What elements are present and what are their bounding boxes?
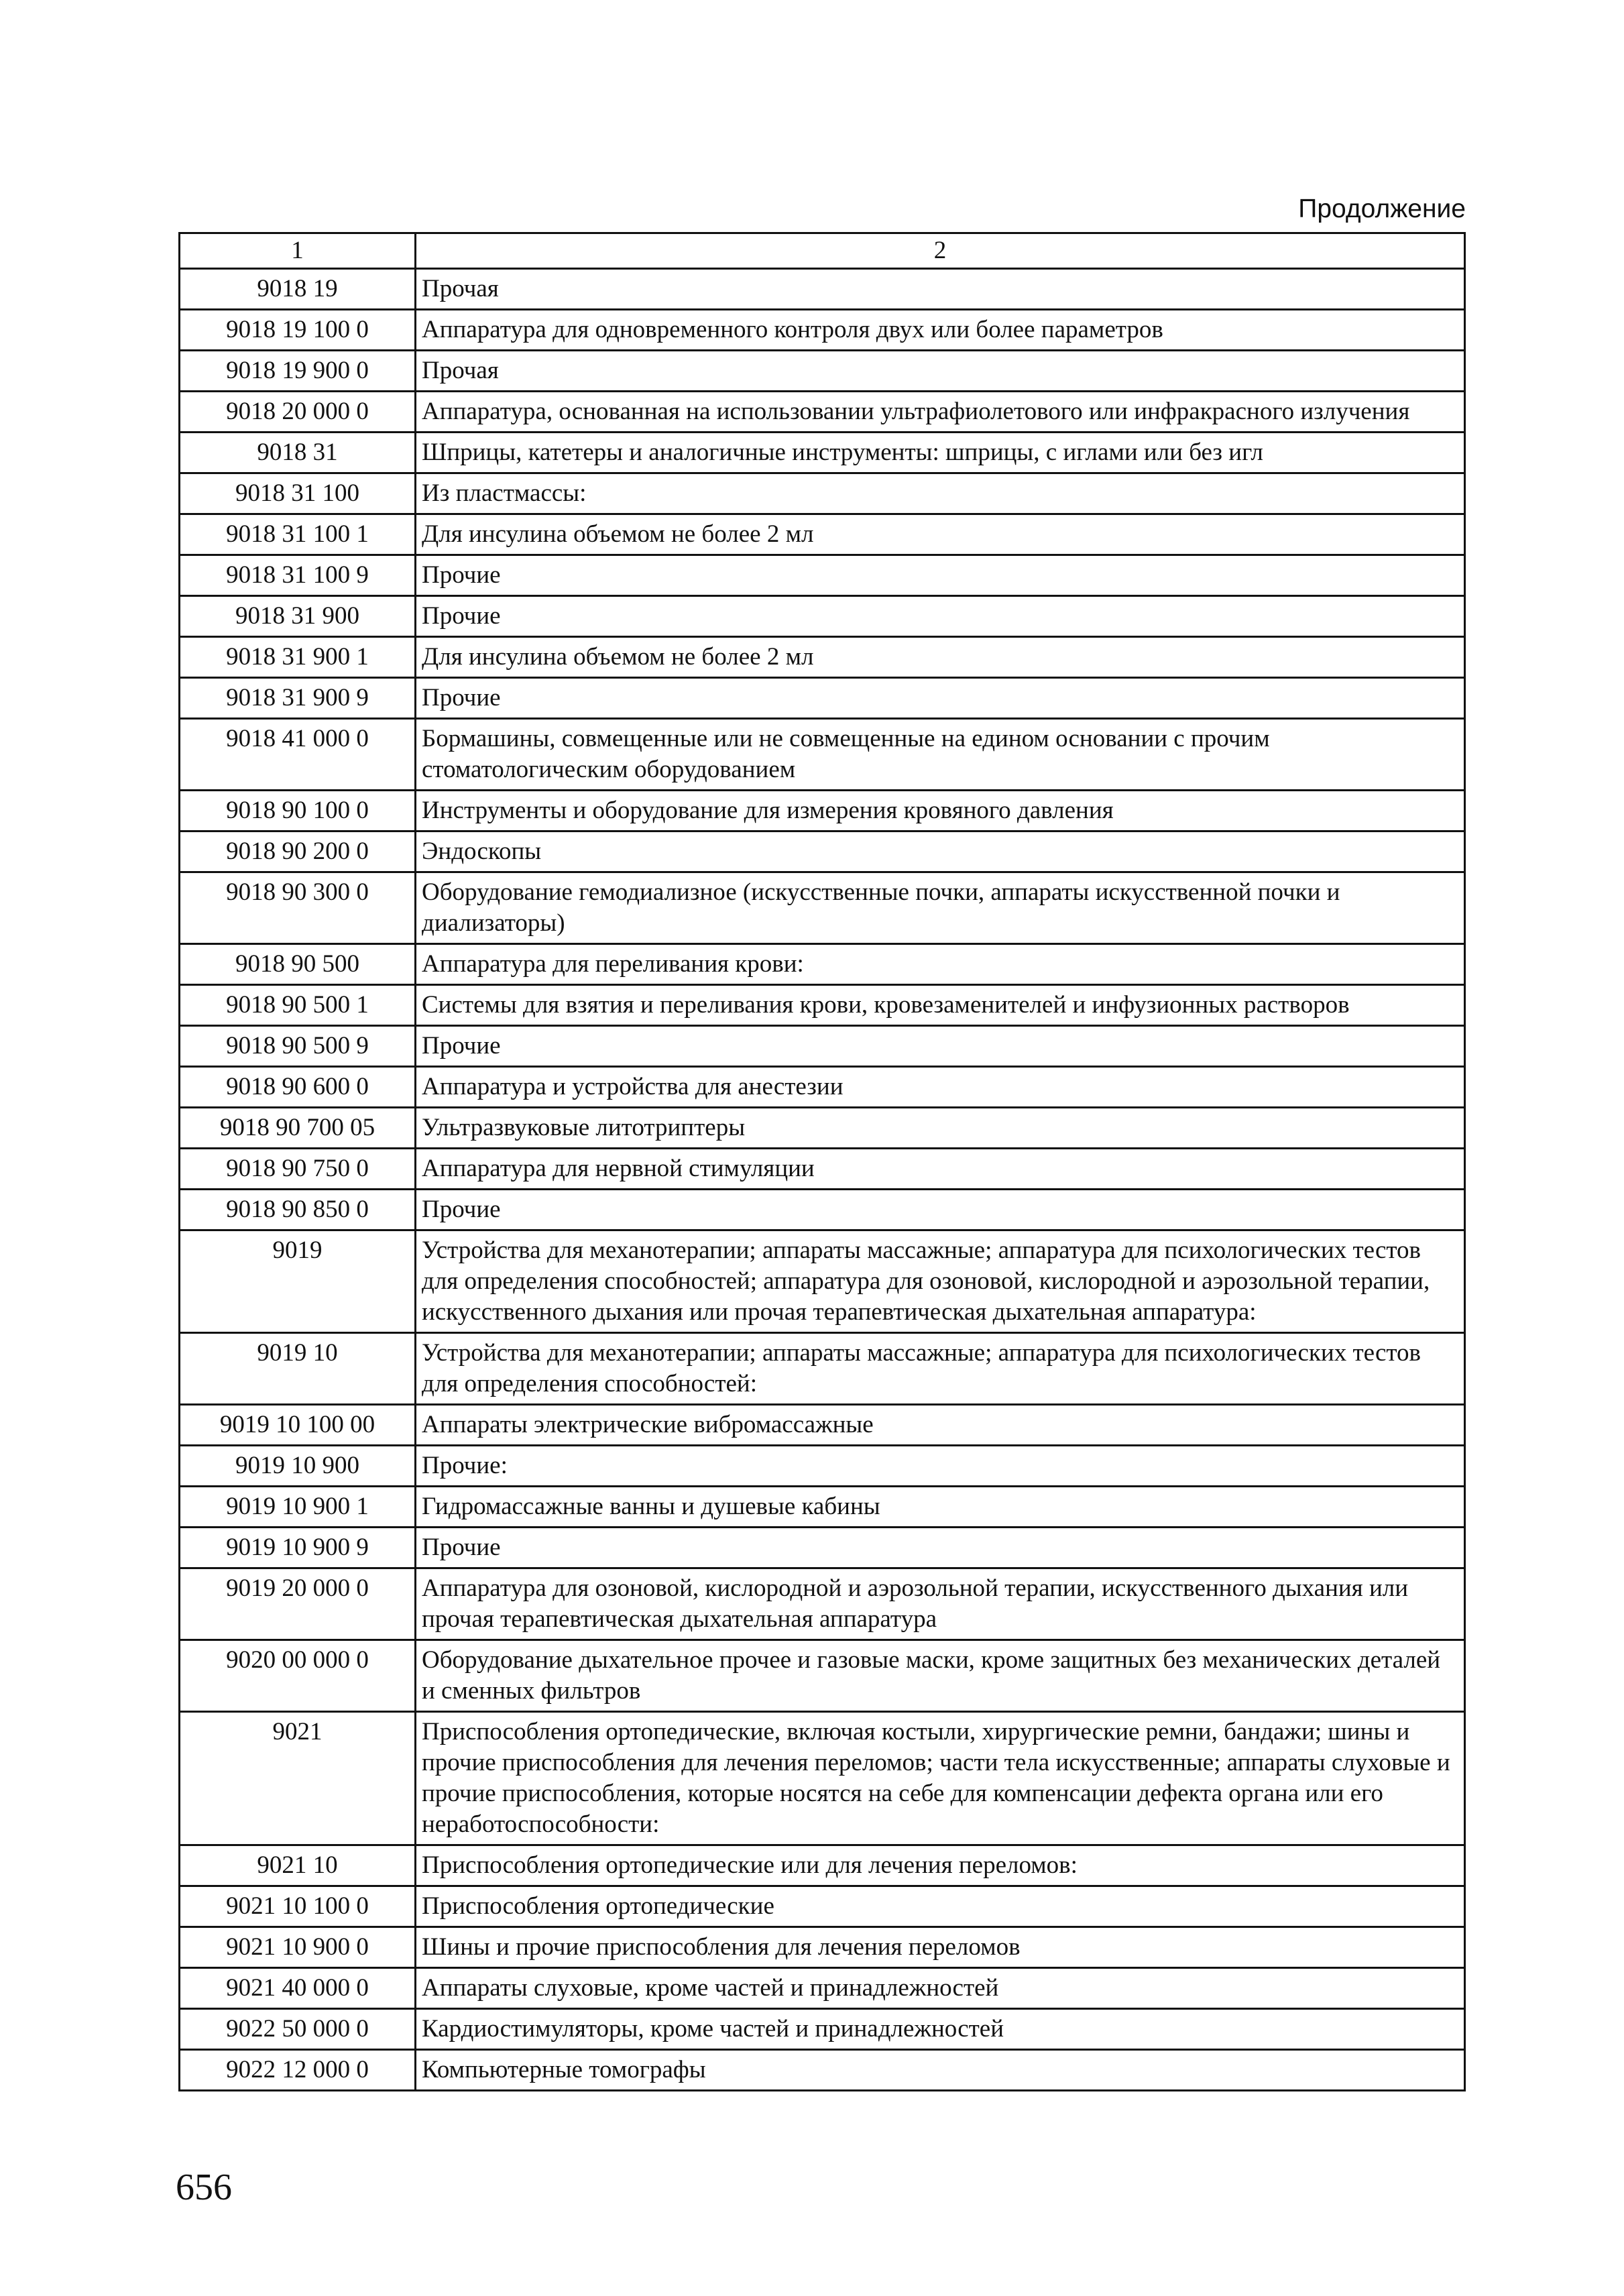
row-code: 9019 10 900: [180, 1446, 416, 1487]
table-row: [180, 678, 1465, 719]
row-code: 9019: [180, 1230, 416, 1333]
row-description: Устройства для механотерапии; аппараты массажные; аппаратура для психологических тестов для определения способностей; аппаратура для озоновой, кислородной и аэрозольной терапии, искусственного дыхания или прочая терапевтическая дыхательная аппаратура:: [416, 1230, 1465, 1333]
table-row: [180, 637, 1465, 678]
row-code: 9018 31 900 1: [180, 637, 416, 678]
row-code: 9018 90 700 05: [180, 1108, 416, 1149]
row-code: 9018 90 300 0: [180, 872, 416, 944]
row-description: Прочие: [416, 678, 1465, 719]
row-description: Прочая: [416, 351, 1465, 392]
row-code: 9018 90 200 0: [180, 831, 416, 872]
table-row: [180, 1230, 1465, 1333]
row-code: 9019 10: [180, 1333, 416, 1405]
row-description: Прочие: [416, 555, 1465, 596]
row-code: 9019 10 900 9: [180, 1528, 416, 1568]
page-number: 656: [176, 2167, 232, 2208]
table-row: [180, 791, 1465, 831]
table-row: [180, 1712, 1465, 1845]
row-code: 9018 90 100 0: [180, 791, 416, 831]
row-code: 9018 90 500: [180, 944, 416, 985]
row-code: 9018 31 900: [180, 596, 416, 637]
column-header-1: 1: [180, 233, 416, 269]
table-row: [180, 392, 1465, 433]
row-code: 9019 20 000 0: [180, 1568, 416, 1640]
table-row: [180, 1446, 1465, 1487]
row-code: 9018 31 900 9: [180, 678, 416, 719]
table-row: [180, 1886, 1465, 1927]
row-description: Компьютерные томографы: [416, 2050, 1465, 2091]
row-description: Аппаратура для переливания крови:: [416, 944, 1465, 985]
table-row: [180, 1568, 1465, 1640]
row-code: 9018 90 850 0: [180, 1190, 416, 1230]
row-code: 9018 19 900 0: [180, 351, 416, 392]
row-description: Оборудование дыхательное прочее и газовые маски, кроме защитных без механических деталей и сменных фильтров: [416, 1640, 1465, 1712]
row-code: 9021: [180, 1712, 416, 1845]
row-code: 9018 31 100: [180, 473, 416, 514]
table-row: [180, 1333, 1465, 1405]
row-code: 9018 90 500 1: [180, 985, 416, 1026]
row-description: Прочие: [416, 1026, 1465, 1067]
row-code: 9019 10 100 00: [180, 1405, 416, 1446]
table-row: [180, 985, 1465, 1026]
row-code: 9018 31 100 9: [180, 555, 416, 596]
row-code: 9020 00 000 0: [180, 1640, 416, 1712]
table-row: [180, 1108, 1465, 1149]
table-row: [180, 1067, 1465, 1108]
table-row: [180, 1149, 1465, 1190]
table-row: [180, 351, 1465, 392]
table-row: [180, 269, 1465, 310]
column-header-2: 2: [416, 233, 1465, 269]
row-description: Аппаратура для одновременного контроля двух или более параметров: [416, 310, 1465, 351]
row-description: Аппаратура, основанная на использовании ультрафиолетового или инфракрасного излучения: [416, 392, 1465, 433]
row-description: Аппаратура для нервной стимуляции: [416, 1149, 1465, 1190]
row-description: Инструменты и оборудование для измерения кровяного давления: [416, 791, 1465, 831]
row-description: Гидромассажные ванны и душевые кабины: [416, 1487, 1465, 1528]
row-description: Приспособления ортопедические, включая костыли, хирургические ремни, бандажи; шины и прочие приспособления для лечения переломов; части тела искусственные; аппараты слуховые и прочие приспособления, которые носятся на себе для компенсации дефекта органа или его неработоспособности:: [416, 1712, 1465, 1845]
table-row: [180, 596, 1465, 637]
table-row: [180, 831, 1465, 872]
row-description: Устройства для механотерапии; аппараты массажные; аппаратура для психологических тестов для определения способностей:: [416, 1333, 1465, 1405]
row-description: Аппараты электрические вибромассажные: [416, 1405, 1465, 1446]
row-description: Прочие: [416, 1190, 1465, 1230]
row-code: 9022 50 000 0: [180, 2009, 416, 2050]
row-description: Прочие:: [416, 1446, 1465, 1487]
table-row: [180, 1528, 1465, 1568]
table-row: [180, 1026, 1465, 1067]
table-row: [180, 1640, 1465, 1712]
table-row: [180, 1968, 1465, 2009]
row-description: Прочие: [416, 1528, 1465, 1568]
row-code: 9018 20 000 0: [180, 392, 416, 433]
continuation-label: Продолжение: [1298, 194, 1466, 223]
table-row: [180, 1845, 1465, 1886]
table-row: [180, 555, 1465, 596]
table-row: [180, 310, 1465, 351]
row-description: Аппаратура для озоновой, кислородной и аэрозольной терапии, искусственного дыхания или прочая терапевтическая дыхательная аппаратура: [416, 1568, 1465, 1640]
row-description: Эндоскопы: [416, 831, 1465, 872]
row-code: 9021 10 100 0: [180, 1886, 416, 1927]
row-code: 9022 12 000 0: [180, 2050, 416, 2091]
table-row: [180, 514, 1465, 555]
row-description: Аппаратура и устройства для анестезии: [416, 1067, 1465, 1108]
table-body: [180, 233, 1465, 2091]
row-code: 9018 19: [180, 269, 416, 310]
row-description: Шприцы, катетеры и аналогичные инструменты: шприцы, с иглами или без игл: [416, 433, 1465, 473]
row-description: Оборудование гемодиализное (искусственные почки, аппараты искусственной почки и диализаторы): [416, 872, 1465, 944]
row-code: 9018 41 000 0: [180, 719, 416, 791]
row-description: Аппараты слуховые, кроме частей и принадлежностей: [416, 1968, 1465, 2009]
table-row: [180, 473, 1465, 514]
table-row: [180, 433, 1465, 473]
row-code: 9019 10 900 1: [180, 1487, 416, 1528]
row-code: 9018 90 500 9: [180, 1026, 416, 1067]
tariff-code-table: [178, 232, 1466, 2091]
row-code: 9018 31: [180, 433, 416, 473]
row-code: 9021 10: [180, 1845, 416, 1886]
row-code: 9018 19 100 0: [180, 310, 416, 351]
row-description: Прочие: [416, 596, 1465, 637]
row-description: Бормашины, совмещенные или не совмещенные на едином основании с прочим стоматологическим оборудованием: [416, 719, 1465, 791]
table-row: [180, 2009, 1465, 2050]
row-description: Приспособления ортопедические: [416, 1886, 1465, 1927]
table-row: [180, 944, 1465, 985]
row-code: 9021 10 900 0: [180, 1927, 416, 1968]
table-row: [180, 1487, 1465, 1528]
row-description: Приспособления ортопедические или для лечения переломов:: [416, 1845, 1465, 1886]
row-description: Системы для взятия и переливания крови, кровезаменителей и инфузионных растворов: [416, 985, 1465, 1026]
table-row: [180, 2050, 1465, 2091]
table-row: [180, 1927, 1465, 1968]
row-description: Для инсулина объемом не более 2 мл: [416, 637, 1465, 678]
row-description: Прочая: [416, 269, 1465, 310]
row-code: 9018 90 750 0: [180, 1149, 416, 1190]
row-description: Из пластмассы:: [416, 473, 1465, 514]
table-row: [180, 719, 1465, 791]
row-code: 9018 31 100 1: [180, 514, 416, 555]
table-row: [180, 1405, 1465, 1446]
row-code: 9021 40 000 0: [180, 1968, 416, 2009]
row-description: Для инсулина объемом не более 2 мл: [416, 514, 1465, 555]
table-header-row: [180, 233, 1465, 269]
row-description: Ультразвуковые литотриптеры: [416, 1108, 1465, 1149]
row-description: Шины и прочие приспособления для лечения переломов: [416, 1927, 1465, 1968]
table-row: [180, 872, 1465, 944]
row-description: Кардиостимуляторы, кроме частей и принадлежностей: [416, 2009, 1465, 2050]
row-code: 9018 90 600 0: [180, 1067, 416, 1108]
table-row: [180, 1190, 1465, 1230]
